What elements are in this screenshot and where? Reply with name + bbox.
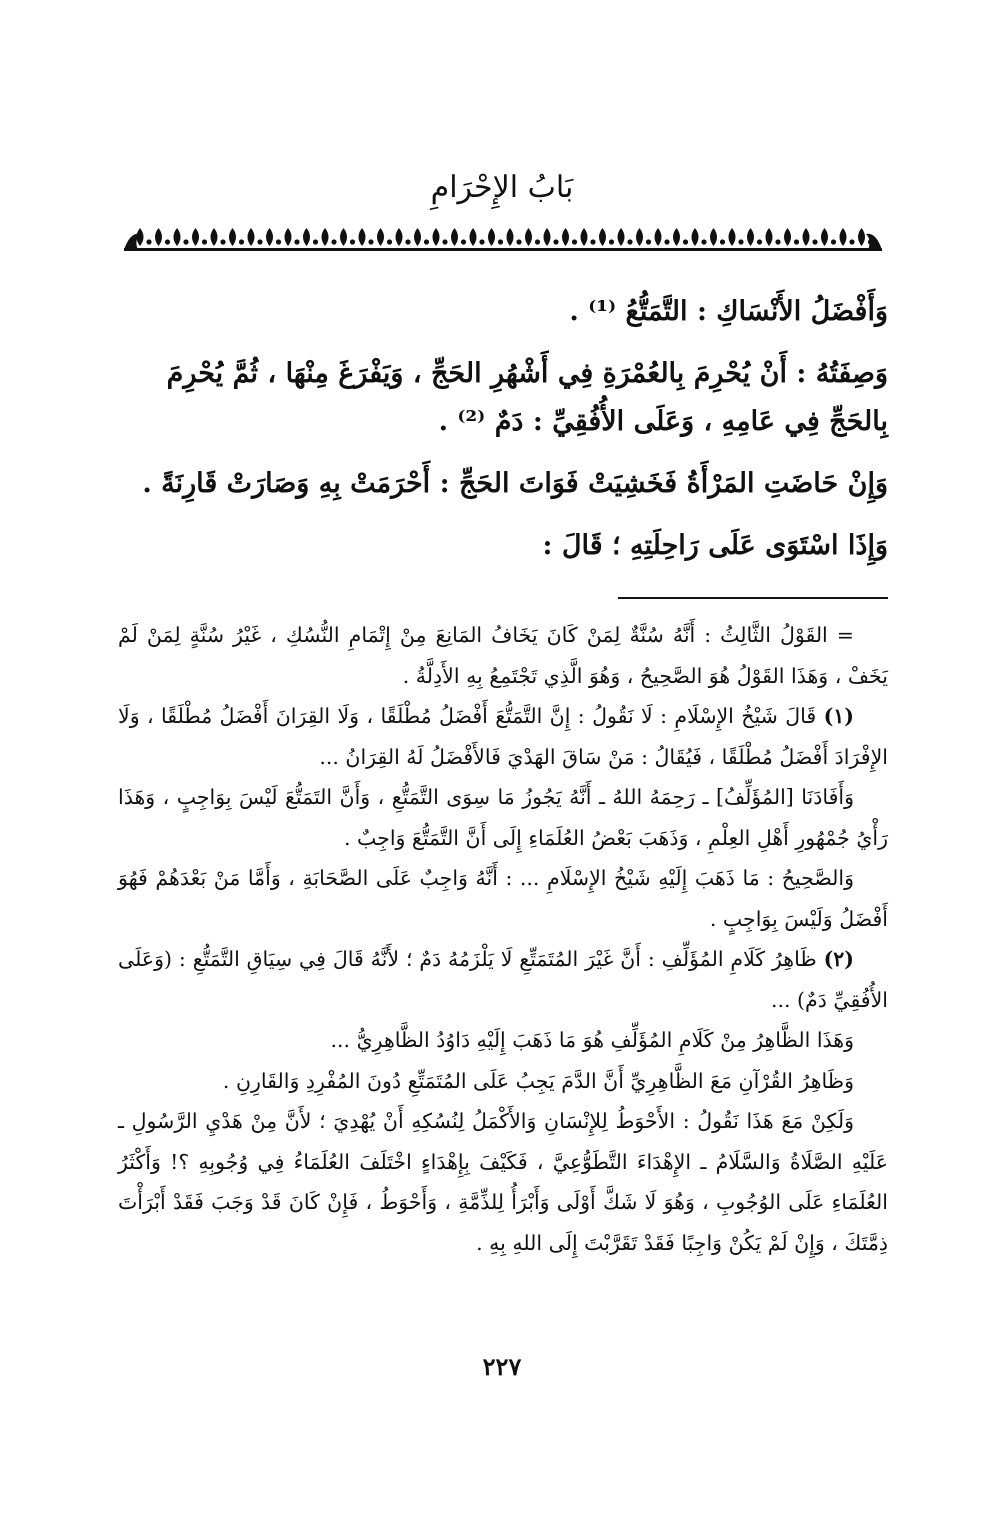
footnote-separator (618, 597, 888, 599)
continuation-text: القَوْلُ الثَّالِثُ : أَنَّهُ سُنَّةٌ لِمَنْ كَانَ يَخَافُ المَانِعَ مِنْ إِتْمَامِ النُّسُكِ ، غَيْرُ سُنَّةٍ لِمَنْ لَمْ يَخَفْ ، وَهَذَا القَوْلُ هُوَ الصَّحِيحُ ، وَهُوَ الَّذِي تَجْتَمِعُ بِهِ الأَدِلَّةُ . (118, 623, 888, 688)
page-number: ٢٢٧ (482, 1352, 522, 1381)
main-paragraph-1: وَأَفْضَلُ الأَنْسَاكِ : التَّمَتُّعُ ⁽¹⁾ . (569, 296, 888, 327)
continuation-marker: = (836, 623, 854, 647)
footnote-2-para-2: وَهَذَا الظَّاهِرُ مِنْ كَلَامِ المُؤَلِّفِ هُوَ مَا ذَهَبَ إِلَيْهِ دَاوُدُ الظَّاهِرِيُّ ... (330, 1028, 854, 1052)
footnote-2-number: (٢) (823, 947, 854, 971)
footnote-1 (118, 696, 888, 777)
ornament-border-icon (124, 222, 882, 256)
main-paragraph-2: وَصِفَتُهُ : أَنْ يُحْرِمَ بِالعُمْرَةِ فِي أَشْهُرِ الحَجِّ ، وَيَفْرَغَ مِنْهَا ، ثُمَّ يُحْرِمَ بِالحَجِّ فِي عَامِهِ ، وَعَلَى الأُفُقِيِّ : دَمٌ ⁽²⁾ . (166, 358, 888, 437)
main-paragraph-3: وَإِنْ حَاضَتِ المَرْأَةُ فَخَشِيَتْ فَوَاتَ الحَجِّ : أَحْرَمَتْ بِهِ وَصَارَتْ قَارِنَةً . (142, 468, 888, 499)
main-text (118, 288, 888, 570)
footnote-1-number: (١) (823, 704, 854, 728)
chapter-title: بَابُ الإِحْرَامِ (430, 170, 574, 205)
footnote-2 (118, 939, 888, 1020)
footnotes (118, 615, 888, 1263)
footnote-2-para-3: وَظَاهِرُ القُرْآنِ مَعَ الظَّاهِرِيِّ أَنَّ الدَّمَ يَجِبُ عَلَى المُتَمَتِّعِ دُونَ المُفْرِدِ وَالقَارِنِ . (222, 1068, 854, 1093)
main-paragraph-4: وَإِذَا اسْتَوَى عَلَى رَاحِلَتِهِ ؛ قَالَ : (542, 530, 888, 561)
footnote-2-text: ظَاهِرُ كَلَامِ المُؤَلِّفِ : أَنَّ غَيْرَ المُتَمَتِّعِ لَا يَلْزَمُهُ دَمٌ ؛ لأَنَّهُ قَالَ فِي سِيَاقِ التَّمَتُّعِ : (وَعَلَى الأُفُقِيِّ دَمٌ) ... (118, 947, 888, 1012)
footnote-1-para-2: وَأَفَادَنَا [المُؤَلِّفُ] ـ رَحِمَهُ اللهُ ـ أَنَّهُ يَجُوزُ مَا سِوَى التَّمَتُّعِ ، وَأَنَّ التَمَتُّعَ لَيْسَ بِوَاجِبٍ ، وَهَذَا رَأْيُ جُمْهُورِ أَهْلِ العِلْمِ ، وَذَهَبَ بَعْضُ العُلَمَاءِ إِلَى أَنَّ التَّمَتُّعَ وَاجِبٌ . (118, 785, 888, 850)
footnote-1-text: قَالَ شَيْخُ الإِسْلَامِ : لَا نَقُولُ : إِنَّ التَّمَتُّعَ أَفْضَلُ مُطْلَقًا ، وَلَا القِرَانَ أَفْضَلُ مُطْلَقًا ، وَلَا الإِفْرَادَ أَفْضَلُ مُطْلَقًا ، فَيُقَالُ : مَنْ سَاقَ الهَدْيَ فَالأَفْضَلُ لَهُ القِرَانُ ... (118, 704, 888, 769)
footnote-continuation (118, 615, 888, 696)
footnote-1-para-3: وَالصَّحِيحُ : مَا ذَهَبَ إِلَيْهِ شَيْخُ الإِسْلَامِ ... : أَنَّهُ وَاجِبٌ عَلَى الصَّحَابَةِ ، وَأَمَّا مَنْ بَعْدَهُمْ فَهُوَ أَفْضَلُ وَلَيْسَ بِوَاجِبٍ . (118, 866, 888, 931)
footnote-2-para-4: وَلَكِنْ مَعَ هَذَا نَقُولُ : الأَحْوَطُ لِلإِنْسَانِ وَالأَكْمَلُ لِنُسُكِهِ أَنْ يُهْدِيَ ؛ لأَنَّ مِنْ هَدْيِ الرَّسُولِ ـ عَلَيْهِ الصَّلَاةُ وَالسَّلَامُ ـ الإِهْدَاءَ التَّطَوُّعِيَّ ، فَكَيْفَ بِإِهْدَاءٍ اخْتَلَفَ العُلَمَاءُ فِي وُجُوبِهِ ؟! وَأَكْثَرُ العُلَمَاءِ عَلَى الوُجُوبِ ، وَهُوَ لَا شَكَّ أَوْلَى وَأَبْرَأُ لِلذِّمَّةِ ، وَأَحْوَطُ ، فَإِنْ كَانَ قَدْ وَجَبَ فَقَدْ أَبْرَأْتَ ذِمَّتَكَ ، وَإِنْ لَمْ يَكُنْ وَاجِبًا فَقَدْ تَقَرَّبْتَ إِلَى اللهِ بِهِ . (118, 1109, 888, 1255)
